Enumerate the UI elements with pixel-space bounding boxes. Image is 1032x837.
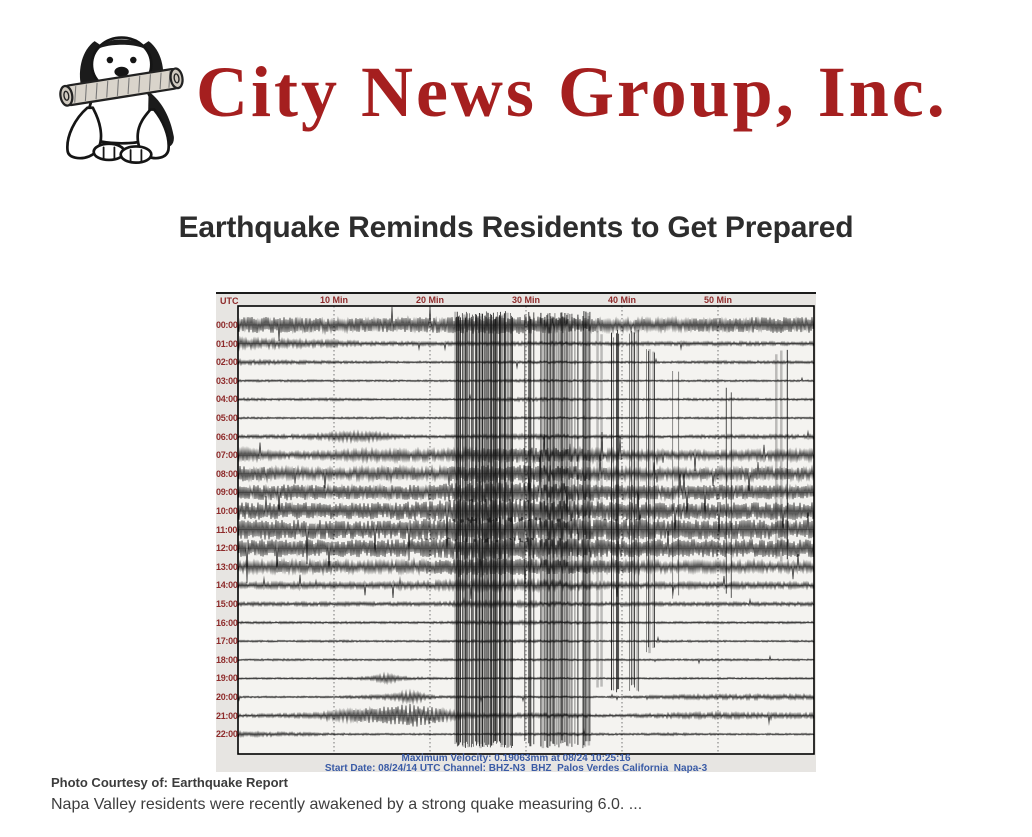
hour-label: 13:00 <box>216 561 238 572</box>
hour-label: 16:00 <box>216 617 238 628</box>
minute-label: 20 Min <box>415 295 444 305</box>
utc-axis-label: UTC <box>220 296 239 306</box>
hour-label: 01:00 <box>216 338 238 349</box>
seismo-footer-max-velocity: Maximum Velocity: 0.19063mm at 08/24 10:25:16 <box>401 753 631 764</box>
seismogram-image <box>216 292 816 772</box>
hour-label: 17:00 <box>216 636 238 647</box>
hour-label: 20:00 <box>216 692 238 702</box>
hour-label: 02:00 <box>216 357 238 368</box>
seismo-footer-start-date: Start Date: 08/24/14 UTC Channel: BHZ-N3 BHZ Palos Verdes California Napa-3 <box>324 763 708 774</box>
hour-label: 07:00 <box>216 450 238 461</box>
photo-credit: Photo Courtesy of: Earthquake Report <box>51 775 288 790</box>
minute-label: 50 Min <box>703 295 732 305</box>
minute-label: 30 Min <box>511 295 540 305</box>
minute-label: 10 Min <box>319 295 348 305</box>
hour-label: 03:00 <box>216 375 238 386</box>
seismogram-traces <box>216 294 816 774</box>
hour-label: 18:00 <box>216 654 238 665</box>
hour-label: 10:00 <box>216 506 238 516</box>
hour-label: 05:00 <box>216 413 238 423</box>
hour-label: 12:00 <box>216 543 238 554</box>
hour-label: 21:00 <box>216 710 238 721</box>
hour-label: 11:00 <box>216 524 238 535</box>
hour-label: 04:00 <box>216 394 238 405</box>
hour-label: 08:00 <box>216 468 238 479</box>
hour-label: 06:00 <box>216 431 238 442</box>
article-excerpt: Napa Valley residents were recently awakened by a strong quake measuring 6.0. ... <box>51 796 643 813</box>
dog-with-newspaper-icon <box>55 12 190 172</box>
hour-label: 22:00 <box>216 729 238 740</box>
hour-label: 19:00 <box>216 673 238 684</box>
hour-label: 14:00 <box>216 580 238 591</box>
article-headline: Earthquake Reminds Residents to Get Prepared <box>178 211 854 244</box>
company-name: City News Group, Inc. <box>196 52 948 132</box>
hour-label: 00:00 <box>216 320 238 330</box>
minute-label: 40 Min <box>607 295 636 305</box>
hour-label: 09:00 <box>216 487 238 498</box>
company-logo <box>55 12 948 172</box>
hour-label: 15:00 <box>216 599 238 609</box>
